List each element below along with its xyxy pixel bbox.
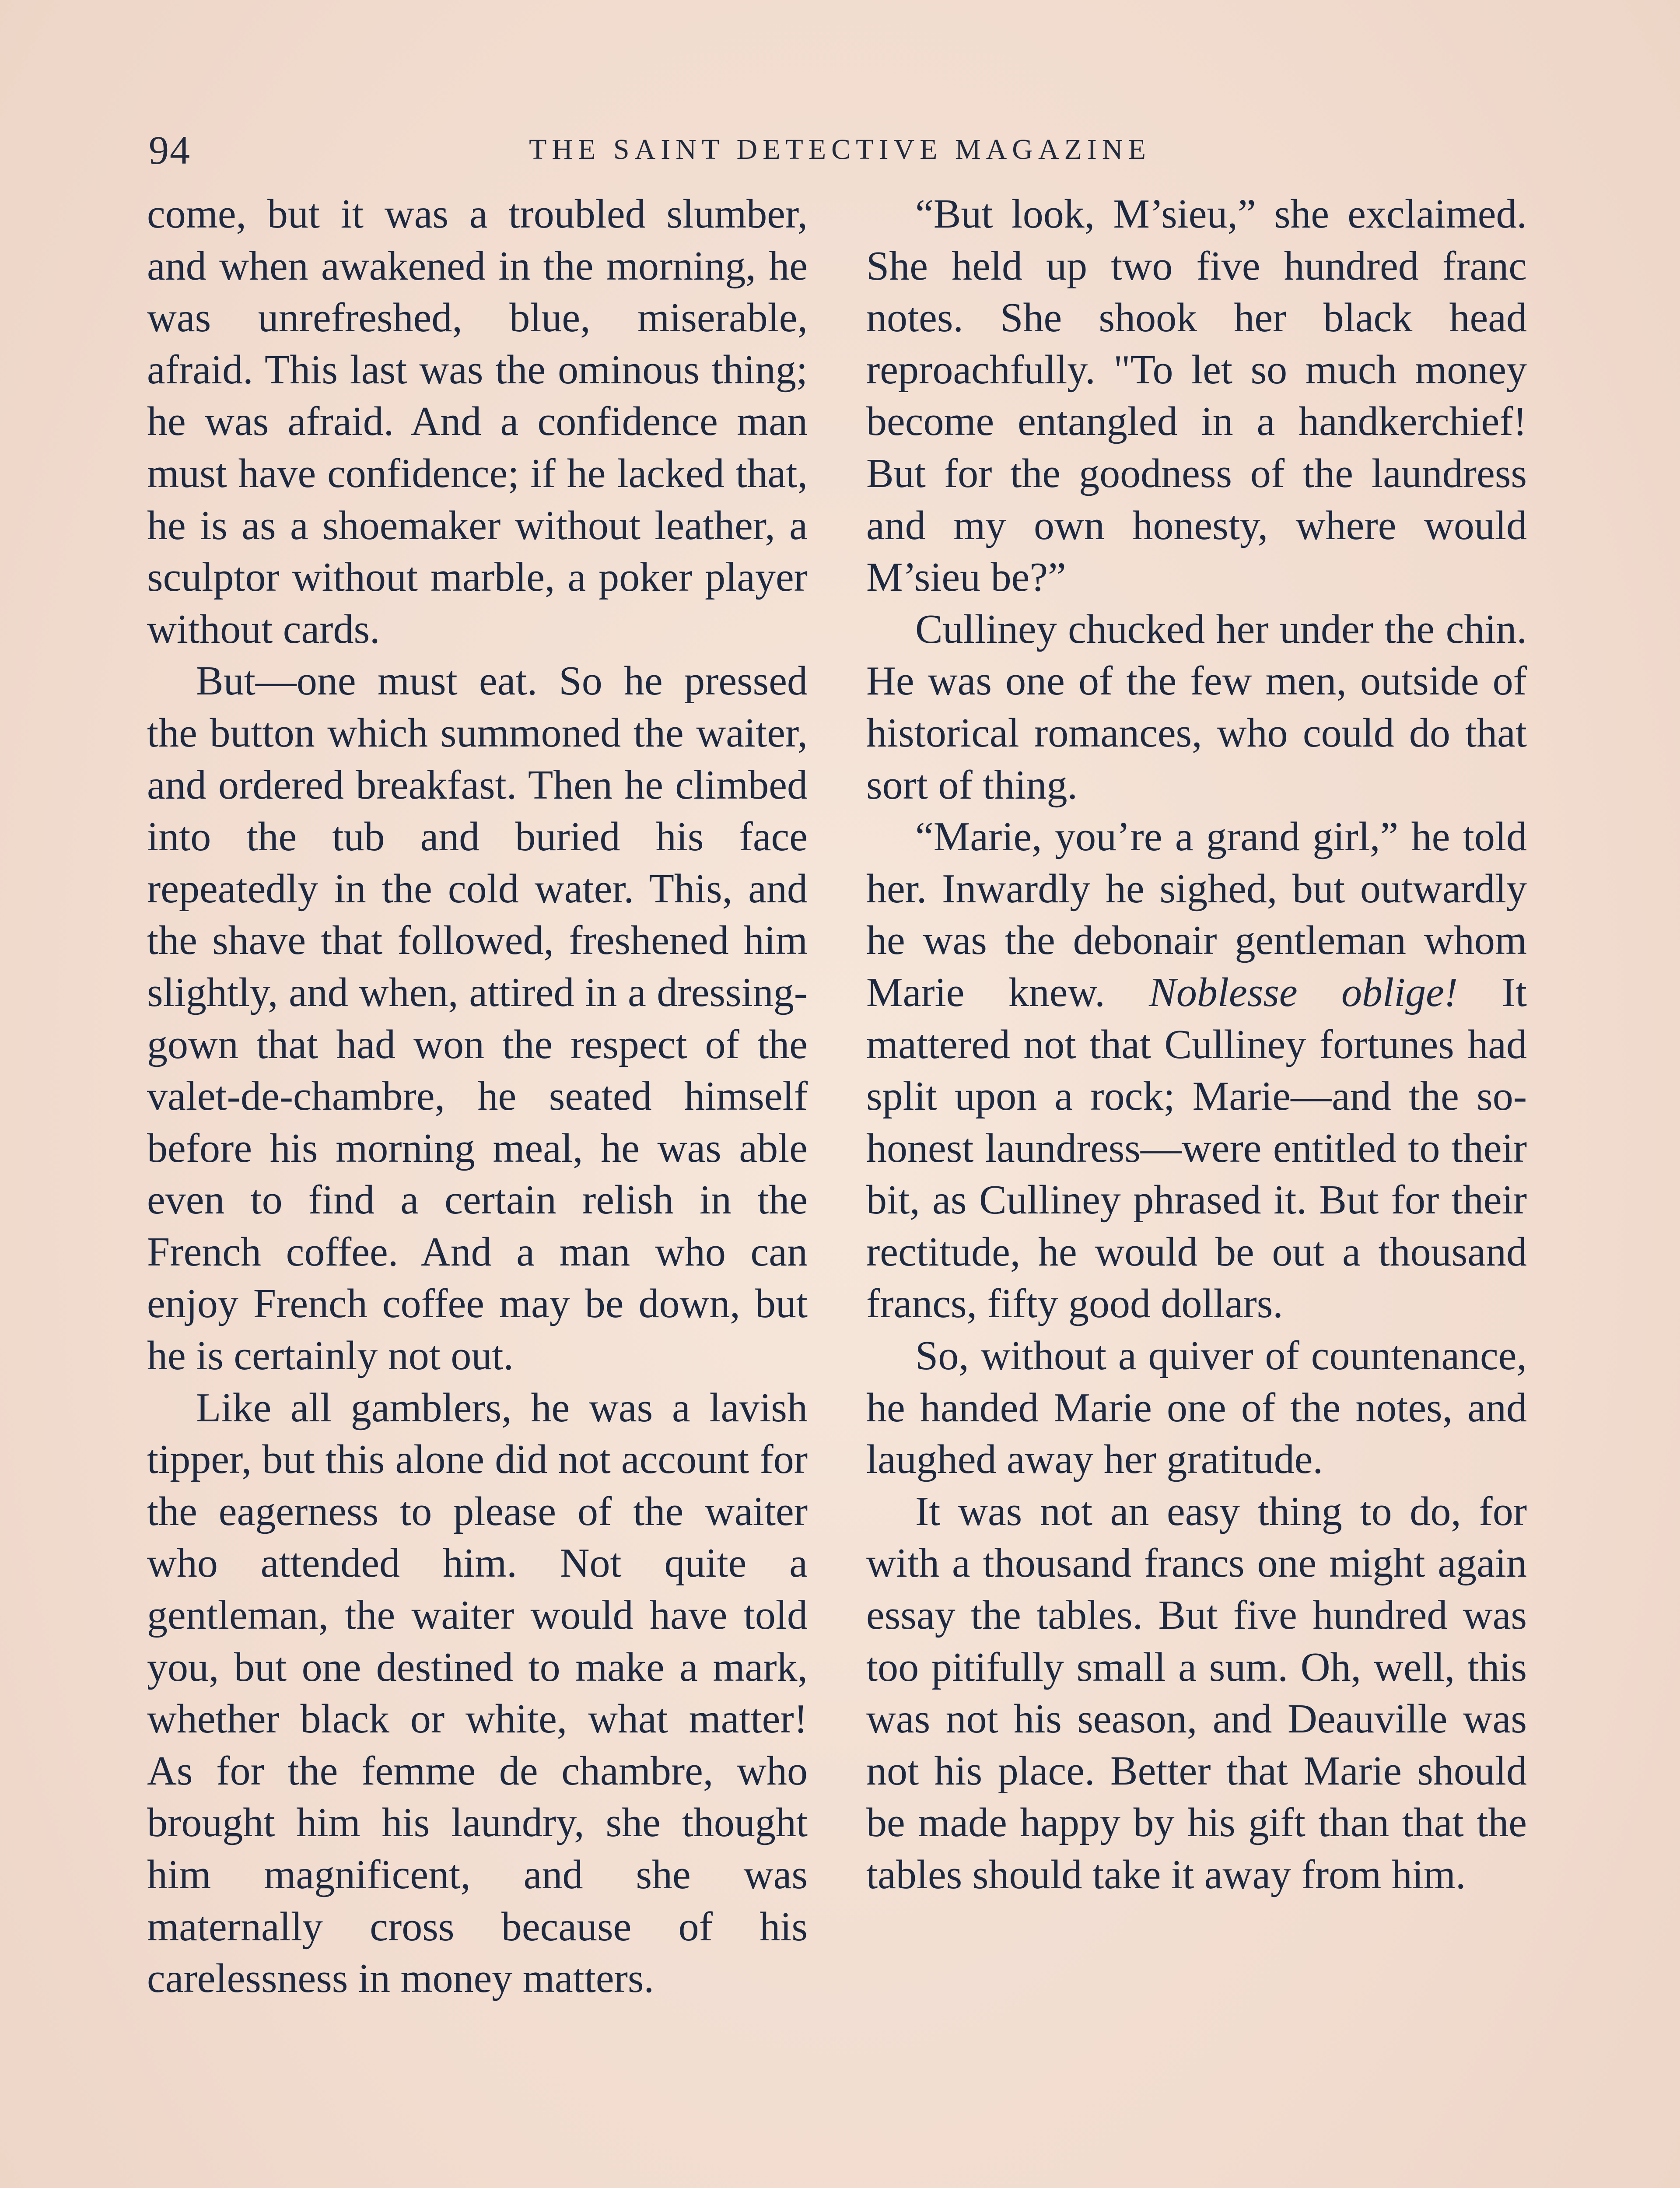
paragraph: come, but it was a troubled slumber, and when awakened in the morning, he was unrefreshed, blue, miserable, afraid. This last was the ominous thing; he was afraid. And a confidence man must have confidence; if he lacked that, he is as a shoemaker without leather, a sculptor without marble, a poker player without cards.	[147, 191, 808, 652]
paragraph: Culliney chucked her under the chin. He was one of the few men, outside of historical romances, who could do that sort of thing.	[866, 606, 1527, 808]
paragraph: “But look, M’sieu,” she exclaimed. She held up two five hundred franc notes. She shook her black head reproachfully. "To let so much money become entangled in a handkerchief! But for the goodness of the laundress and my own honesty, where would M’sieu be?”	[866, 191, 1527, 600]
right-column	[866, 188, 1527, 1901]
paragraph-text: “Marie, you’re a grand girl,” he told her. Inwardly he sighed, but outwardly he was the debonair gentleman whom Marie knew.	[866, 814, 1527, 1015]
paragraph: So, without a quiver of countenance, he handed Marie one of the notes, and laughed away her gratitude.	[866, 1333, 1527, 1483]
running-head: THE SAINT DETECTIVE MAGAZINE	[529, 133, 1151, 165]
paragraph: It was not an easy thing to do, for with a thousand francs one might again essay the tables. But five hundred was too pitifully small a sum. Oh, well, this was not his season, and Deauville was not his place. Better that Marie should be made happy by his gift than that the tables should take it away from him.	[866, 1488, 1527, 1897]
paragraph: Like all gamblers, he was a lavish tipper, but this alone did not account for the eagerness to please of the waiter who attended him. Not quite a gentleman, the waiter would have told you, but one destined to make a mark, whether black or white, what matter! As for the femme de chambre, who brought him his laundry, she thought him magnificent, and she was maternally cross because of his carelessness in money matters.	[147, 1385, 808, 2002]
paragraph: But—one must eat. So he pressed the button which summoned the waiter, and ordered breakfast. Then he climbed into the tub and buried his face repeatedly in the cold water. This, and the shave that followed, freshened him slightly, and when, attired in a dressing-gown that had won the respect of the valet-de-chambre, he seated himself before his morning meal, he was able even to find a certain relish in the French coffee. And a man who can enjoy French coffee may be down, but he is certainly not out.	[147, 658, 808, 1379]
page-number: 94	[149, 128, 191, 172]
paragraph-text: It mattered not that Culliney fortunes had split upon a rock; Marie—and the so-honest laundress—were entitled to their bit, as Culliney phrased it. But for their rectitude, he would be out a thousand francs, fifty good dollars.	[866, 969, 1527, 1327]
left-column	[147, 188, 808, 2005]
page-header	[149, 127, 1531, 184]
paragraph	[866, 811, 1527, 1330]
italic-phrase: Noblesse oblige!	[1149, 969, 1458, 1015]
